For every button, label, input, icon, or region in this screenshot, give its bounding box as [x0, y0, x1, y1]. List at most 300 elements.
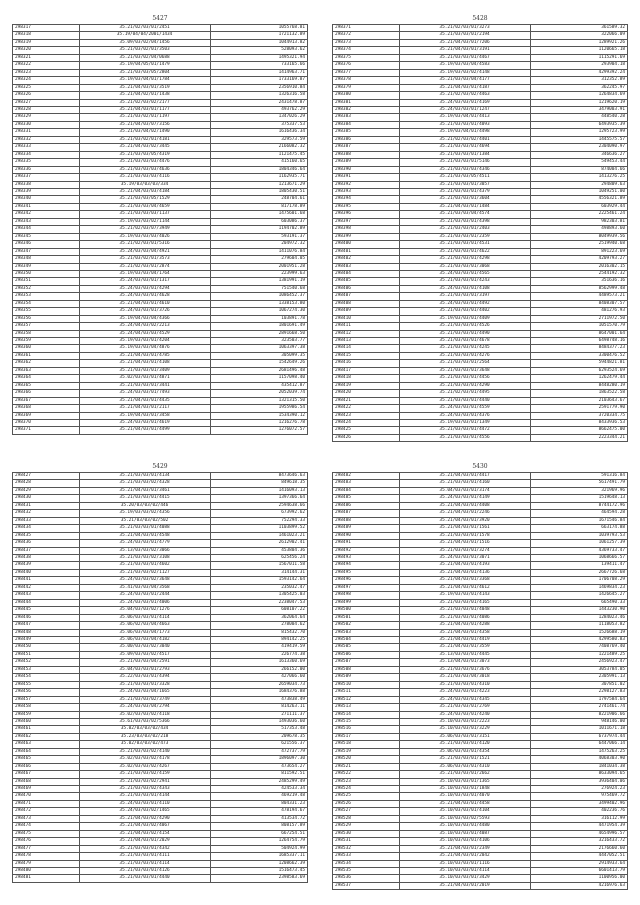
page-5430 — [332, 462, 628, 890]
code-cell: 35.24/03/03/02/1465 — [79, 808, 210, 815]
code-cell: 35.21/03/03/01/4134 — [79, 473, 210, 480]
amount-cell: 276924.23 — [530, 786, 627, 793]
table-row — [13, 92, 308, 99]
row-id-cell: 298464 — [13, 748, 80, 755]
code-cell: 35.21/03/03/01/4245 — [399, 345, 530, 352]
amount-cell: 2914933.64 — [530, 860, 627, 867]
table-row — [13, 427, 308, 434]
table-row — [13, 293, 308, 300]
table-row — [13, 39, 308, 46]
table-row — [333, 330, 628, 337]
code-cell: 35.10/03/03/01/4106 — [399, 838, 530, 845]
row-id-cell: 298410 — [333, 315, 400, 322]
code-cell: 35.24/03/03/04/2794 — [79, 704, 210, 711]
code-cell: 35.21/02/03/02/4463 — [399, 92, 530, 99]
amount-cell: 1039793.53 — [530, 532, 627, 539]
code-cell: 35.21/04/03/01/3368 — [399, 577, 530, 584]
row-id-cell: 298499 — [333, 599, 400, 606]
amount-cell: 1475263.25 — [530, 748, 627, 755]
row-id-cell: 298519 — [333, 748, 400, 755]
row-id-cell: 298403 — [333, 263, 400, 270]
row-id-cell: 298414 — [333, 345, 400, 352]
row-id-cell: 298439 — [13, 562, 80, 569]
table-row — [333, 121, 628, 128]
code-cell: 35.21/03/03/02/1127 — [79, 569, 210, 576]
table-row — [333, 733, 628, 740]
code-cell: 35.21/03/03/02/502 — [79, 517, 210, 524]
row-id-cell: 298476 — [13, 838, 80, 845]
row-id-cell: 298348 — [13, 256, 80, 263]
table-row — [333, 666, 628, 673]
amount-cell: 2544192.32 — [530, 270, 627, 277]
code-cell: 35.21/03/03/01/2662 — [399, 771, 530, 778]
table-row — [333, 32, 628, 39]
amount-cell: 209678.35 — [210, 733, 307, 740]
table-row — [333, 136, 628, 143]
amount-cell: 1804346.64 — [210, 166, 307, 173]
table-row — [333, 25, 628, 32]
code-cell: 35.13/03/03/01/4445 — [399, 651, 530, 658]
code-cell: 35.10/03/03/01/4114 — [399, 868, 530, 875]
code-cell: 35.21/02/03/02/4401 — [399, 136, 530, 143]
amount-cell: 3936404.06 — [530, 778, 627, 785]
row-id-cell: 298521 — [333, 763, 400, 770]
amount-cell: 223999.63 — [210, 270, 307, 277]
code-cell: 35.19/04/03/01/3458 — [79, 412, 210, 419]
code-cell: 35.19/03/03/04/4583 — [399, 62, 530, 69]
code-cell: 35.19/04/03/04/4366 — [79, 315, 210, 322]
amount-cell: 473838.49 — [210, 696, 307, 703]
code-cell: 35.21/04/03/07/3156 — [79, 121, 210, 128]
amount-cell: 1613360.69 — [210, 659, 307, 666]
code-cell: 35.24/03/03/01/4628 — [79, 293, 210, 300]
amount-cell: 1049251.00 — [530, 188, 627, 195]
amount-cell: 625456.24 — [210, 554, 307, 561]
code-cell: 35.19/03/03/02/4356 — [79, 510, 210, 517]
code-cell: 35.19/03/03/02/1144 — [79, 218, 210, 225]
table-row — [13, 517, 308, 524]
row-id-cell: 298338 — [13, 181, 80, 188]
row-id-cell: 298489 — [333, 525, 400, 532]
amount-cell: 817178.89 — [210, 203, 307, 210]
row-id-cell: 298383 — [333, 114, 400, 121]
table-row — [333, 315, 628, 322]
table-row — [13, 352, 308, 359]
table-row — [333, 510, 628, 517]
row-id-cell: 298374 — [333, 47, 400, 54]
amount-cell: 1526688.19 — [530, 629, 627, 636]
code-cell: 35.21/03/03/01/4165 — [399, 599, 530, 606]
row-id-cell: 298435 — [13, 532, 80, 539]
table-row — [13, 487, 308, 494]
code-cell: 35.21/03/03/01/1384 — [399, 151, 530, 158]
amount-cell: 2103643.67 — [530, 397, 627, 404]
amount-cell: 1194702.89 — [210, 226, 307, 233]
amount-cell: 1495321.94 — [210, 54, 307, 61]
amount-cell: 1213671.29 — [210, 181, 307, 188]
table-row — [13, 106, 308, 113]
code-cell: 35.24/03/03/01/4149 — [399, 495, 530, 502]
table-row — [13, 278, 308, 285]
amount-cell: 8662475.00 — [530, 427, 627, 434]
row-id-cell: 298333 — [13, 144, 80, 151]
amount-cell: 226774.38 — [210, 651, 307, 658]
row-id-cell: 298471 — [13, 800, 80, 807]
table-row — [13, 382, 308, 389]
row-id-cell: 298448 — [13, 629, 80, 636]
code-cell: 35.02/03/03/01/4871 — [79, 375, 210, 382]
amount-cell: 663174.88 — [530, 525, 627, 532]
amount-cell: 3720334.75 — [530, 412, 627, 419]
code-cell: 35.10/03/03/01/4087 — [399, 830, 530, 837]
row-id-cell: 298492 — [333, 547, 400, 554]
amount-cell: 1671546.84 — [530, 517, 627, 524]
amount-cell: 752294.33 — [210, 517, 307, 524]
table-row — [333, 420, 628, 427]
amount-cell: 2001951.28 — [210, 263, 307, 270]
table-row — [13, 599, 308, 606]
row-id-cell: 298401 — [333, 248, 400, 255]
code-cell: 35.21/03/03/01/4526 — [399, 323, 530, 330]
code-cell: 35.24/03/03/01/1247 — [399, 106, 530, 113]
table-row — [13, 397, 308, 404]
table-row — [333, 808, 628, 815]
amount-cell: 498893.60 — [530, 226, 627, 233]
code-cell: 35.20/03/03/02/446 — [79, 502, 210, 509]
table-row — [13, 614, 308, 621]
row-id-cell: 298398 — [333, 226, 400, 233]
table-row — [13, 241, 308, 248]
table-row — [333, 233, 628, 240]
row-id-cell: 298344 — [13, 226, 80, 233]
row-id-cell: 298469 — [13, 786, 80, 793]
row-id-cell: 298346 — [13, 241, 80, 248]
table-row — [13, 47, 308, 54]
row-id-cell: 298458 — [13, 704, 80, 711]
table-row — [13, 681, 308, 688]
row-id-cell: 298463 — [13, 741, 80, 748]
table-row — [333, 323, 628, 330]
code-cell: 35.10/03/03/01/1848 — [399, 786, 530, 793]
table-row — [333, 502, 628, 509]
table-row — [333, 689, 628, 696]
amount-cell: 1284023.46 — [530, 614, 627, 621]
code-cell: 35.19/03/03/01/4409 — [399, 315, 530, 322]
code-cell: 35.21/03/04/02/1490 — [79, 129, 210, 136]
table-row — [13, 25, 308, 32]
code-cell: 35.21/04/03/01/1561 — [399, 525, 530, 532]
amount-cell: 1413276.25 — [530, 174, 627, 181]
code-cell: 35.13/04/03/01/3073 — [399, 659, 530, 666]
row-id-cell: 298493 — [333, 554, 400, 561]
table-row — [333, 427, 628, 434]
amount-cell: 473654.27 — [210, 763, 307, 770]
table-row — [333, 166, 628, 173]
code-cell: 35.21/03/02/01/4181 — [79, 136, 210, 143]
code-cell: 35.21/03/03/01/4456 — [399, 375, 530, 382]
table-row — [13, 181, 308, 188]
amount-cell: 608107.22 — [210, 607, 307, 614]
row-id-cell: 298534 — [333, 860, 400, 867]
code-cell: 35.24/03/03/01/4108 — [399, 285, 530, 292]
amount-cell: 4299580.83 — [530, 636, 627, 643]
code-cell: 35.24/03/03/01/4169 — [399, 99, 530, 106]
row-id-cell: 298373 — [333, 39, 400, 46]
code-cell: 35.21/03/03/03/4116 — [79, 174, 210, 181]
amount-cell: 4299392.24 — [530, 69, 627, 76]
row-id-cell: 298487 — [333, 510, 400, 517]
table-row — [333, 375, 628, 382]
amount-cell: 4209793.27 — [530, 256, 627, 263]
table-row — [13, 129, 308, 136]
code-cell: 35.21/03/03/01/4622 — [399, 248, 530, 255]
table-row — [333, 622, 628, 629]
code-cell: 35.21/02/03/02/2177 — [79, 99, 210, 106]
amount-cell: 1397366.64 — [210, 495, 307, 502]
code-cell: 35.21/04/03/01/4187 — [399, 84, 530, 91]
table-row — [13, 510, 308, 517]
amount-cell: 8408307.57 — [530, 300, 627, 307]
row-id-cell: 298477 — [13, 845, 80, 852]
amount-cell: 1733169.87 — [210, 77, 307, 84]
row-id-cell: 298473 — [13, 815, 80, 822]
table-row — [333, 756, 628, 763]
row-id-cell: 298382 — [333, 106, 400, 113]
amount-cell: 2223344.21 — [530, 434, 627, 441]
row-id-cell: 298462 — [13, 733, 80, 740]
ledger-table — [12, 24, 308, 435]
row-id-cell: 298332 — [13, 136, 80, 143]
code-cell: 35.21/04/03/02/4154 — [79, 830, 210, 837]
code-cell: 35.21/03/03/01/3409 — [79, 367, 210, 374]
row-id-cell: 298355 — [13, 308, 80, 315]
row-id-cell: 298437 — [13, 547, 80, 554]
code-cell: 35.24/03/03/01/3726 — [79, 308, 210, 315]
code-cell: 35.10/03/03/01/4104 — [399, 808, 530, 815]
row-id-cell: 298323 — [13, 69, 80, 76]
code-cell: 35.19/03/03/01/4143 — [399, 592, 530, 599]
amount-cell: 1157098.40 — [210, 375, 307, 382]
table-row — [13, 704, 308, 711]
row-id-cell: 298503 — [333, 629, 400, 636]
row-id-cell: 298366 — [13, 390, 80, 397]
amount-cell: 8633094.65 — [530, 771, 627, 778]
amount-cell: 266152.00 — [210, 666, 307, 673]
table-row — [333, 382, 628, 389]
amount-cell: 6493935.39 — [530, 121, 627, 128]
row-id-cell: 298336 — [13, 166, 80, 173]
table-row — [333, 106, 628, 113]
code-cell: 35.21/02/03/01/3273 — [399, 25, 530, 32]
table-row — [13, 263, 308, 270]
row-id-cell: 298380 — [333, 92, 400, 99]
amount-cell: 1519648.13 — [530, 495, 627, 502]
row-id-cell: 298536 — [333, 875, 400, 882]
amount-cell: 1684376.88 — [210, 689, 307, 696]
amount-cell: 1534390.12 — [210, 412, 307, 419]
row-id-cell: 298395 — [333, 203, 400, 210]
amount-cell: 1567011.58 — [210, 562, 307, 569]
amount-cell: 1120665.18 — [530, 47, 627, 54]
code-cell: 35.21/02/03/07/3949 — [79, 226, 210, 233]
amount-cell: 321969.96 — [530, 487, 627, 494]
amount-cell: 6601413.79 — [530, 868, 627, 875]
amount-cell: 751540.68 — [210, 285, 307, 292]
table-row — [13, 32, 308, 39]
code-cell: 35.10/03/03/01/4070 — [399, 793, 530, 800]
row-id-cell: 298431 — [13, 502, 80, 509]
amount-cell: 139411.47 — [530, 562, 627, 569]
code-cell: 35.21/03/03/02/4140 — [79, 748, 210, 755]
code-cell: 35.21/04/03/01/3559 — [399, 644, 530, 651]
table-row — [333, 159, 628, 166]
table-row — [333, 405, 628, 412]
table-row — [13, 532, 308, 539]
table-row — [13, 338, 308, 345]
amount-cell: 1426645.27 — [530, 592, 627, 599]
table-row — [13, 420, 308, 427]
row-id-cell: 298408 — [333, 300, 400, 307]
row-id-cell: 298442 — [13, 584, 80, 591]
amount-cell: 593191.37 — [210, 233, 307, 240]
amount-cell: 2298127.83 — [530, 689, 627, 696]
code-cell: 35.24/03/03/01/3071 — [399, 554, 530, 561]
table-row — [13, 315, 308, 322]
row-id-cell: 298515 — [333, 718, 400, 725]
row-id-cell: 298387 — [333, 144, 400, 151]
row-id-cell: 298440 — [13, 569, 80, 576]
row-id-cell: 298472 — [13, 808, 80, 815]
amount-cell: 982303.81 — [530, 218, 627, 225]
amount-cell: 673992.62 — [210, 510, 307, 517]
row-id-cell: 298520 — [333, 756, 400, 763]
code-cell: 35.21/03/03/01/1578 — [399, 532, 530, 539]
code-cell: 35.21/03/03/01/4310 — [399, 681, 530, 688]
row-id-cell: 298427 — [13, 473, 80, 480]
table-row — [13, 360, 308, 367]
row-id-cell: 298436 — [13, 540, 80, 547]
table-row — [13, 84, 308, 91]
table-row — [333, 188, 628, 195]
row-id-cell: 298400 — [333, 241, 400, 248]
table-row — [13, 845, 308, 852]
amount-cell: 3499402.96 — [530, 800, 627, 807]
amount-cell: 4369733.47 — [530, 547, 627, 554]
table-row — [333, 644, 628, 651]
amount-cell: 4556321.89 — [530, 196, 627, 203]
code-cell: 35.22/03/03/01/4394 — [79, 674, 210, 681]
code-cell: 35.21/03/03/04/2591 — [79, 659, 210, 666]
code-cell: 35.21/03/03/01/4093 — [399, 121, 530, 128]
row-id-cell: 298481 — [13, 875, 80, 882]
table-row — [333, 300, 628, 307]
amount-cell: 1295723.99 — [530, 129, 627, 136]
table-row — [333, 92, 628, 99]
table-row — [333, 270, 628, 277]
table-row — [333, 525, 628, 532]
table-row — [13, 330, 308, 337]
amount-cell: 2741461.74 — [530, 704, 627, 711]
table-row — [13, 644, 308, 651]
code-cell: 35.10/03/03/01/2223 — [399, 718, 530, 725]
table-row — [333, 352, 628, 359]
code-cell: 35.21/04/03/02/4290 — [79, 815, 210, 822]
row-id-cell: 298475 — [13, 830, 80, 837]
table-row — [13, 815, 308, 822]
code-cell: 35.24/03/03/01/4619 — [79, 420, 210, 427]
code-cell: 35.24/03/03/01/4376 — [399, 412, 530, 419]
row-id-cell: 298405 — [333, 278, 400, 285]
ledger-table — [332, 24, 628, 442]
row-id-cell: 298502 — [333, 622, 400, 629]
amount-cell: 2398583.69 — [210, 875, 307, 882]
table-row — [333, 540, 628, 547]
table-row — [13, 285, 308, 292]
amount-cell: 1416093.13 — [210, 487, 307, 494]
row-id-cell: 298362 — [13, 360, 80, 367]
table-row — [13, 54, 308, 61]
amount-cell: 1063397.38 — [210, 345, 307, 352]
code-cell: 35.21/03/03/01/4120 — [399, 741, 530, 748]
row-id-cell: 298343 — [13, 218, 80, 225]
table-row — [13, 62, 308, 69]
code-cell: 35.02/03/03/02/4267 — [79, 763, 210, 770]
table-row — [13, 875, 308, 882]
table-row — [13, 622, 308, 629]
row-id-cell: 298452 — [13, 659, 80, 666]
row-id-cell: 298415 — [333, 352, 400, 359]
table-row — [13, 868, 308, 875]
amount-cell: 8473646.63 — [210, 473, 307, 480]
amount-cell: 811592.51 — [210, 771, 307, 778]
amount-cell: 351636.16 — [530, 278, 627, 285]
code-cell: 35.24/03/03/02/3648 — [79, 577, 210, 584]
amount-cell: 1338153.80 — [210, 300, 307, 307]
amount-cell: 1221489.25 — [530, 651, 627, 658]
row-id-cell: 298407 — [333, 293, 400, 300]
code-cell: 35.21/03/03/01/3648 — [399, 367, 530, 374]
row-id-cell: 298392 — [333, 181, 400, 188]
code-cell: 35.21/04/03/01/2029 — [79, 838, 210, 845]
code-cell: 35.19/04/04/2001/1434 — [79, 32, 210, 39]
amount-cell: 1305425.03 — [210, 592, 307, 599]
code-cell: 35.21/04/03/01/2246 — [399, 510, 530, 517]
code-cell: 35.21/03/03/01/3676 — [399, 666, 530, 673]
amount-cell: 419419.59 — [210, 644, 307, 651]
table-row — [333, 434, 628, 441]
table-row — [13, 771, 308, 778]
ledger-table — [12, 472, 308, 883]
amount-cell: 8647001.64 — [530, 330, 627, 337]
row-id-cell: 298522 — [333, 771, 400, 778]
code-cell: 35.21/04/03/01/3920 — [399, 517, 530, 524]
code-cell: 35.21/03/03/05/2804 — [79, 69, 210, 76]
amount-cell: 815432.70 — [210, 629, 307, 636]
amount-cell: 1805430.51 — [210, 188, 307, 195]
table-row — [333, 412, 628, 419]
row-id-cell: 298423 — [333, 412, 400, 419]
code-cell: 35.21/03/02/01/3573 — [79, 256, 210, 263]
row-id-cell: 298365 — [13, 382, 80, 389]
table-row — [13, 718, 308, 725]
amount-cell: 1414963.71 — [210, 69, 307, 76]
amount-cell: 1542649.26 — [210, 360, 307, 367]
table-row — [13, 226, 308, 233]
row-id-cell: 298417 — [333, 367, 400, 374]
table-row — [13, 607, 308, 614]
table-row — [13, 808, 308, 815]
amount-cell: 427066.60 — [210, 674, 307, 681]
